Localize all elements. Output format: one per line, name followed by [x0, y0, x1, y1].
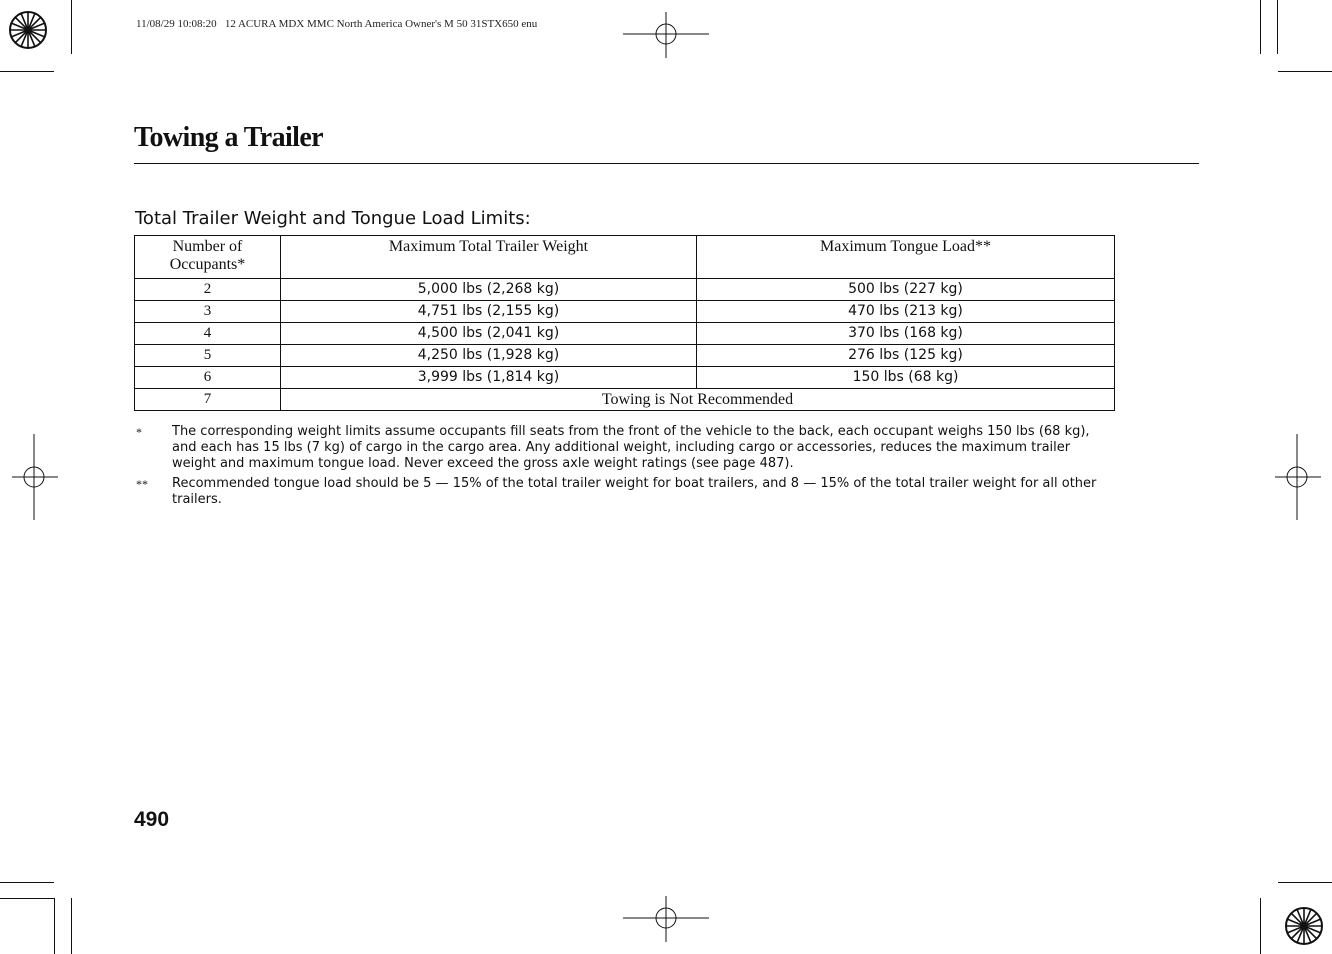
- footnotes: [136, 424, 1106, 512]
- tongue-load-cell: 500 lbs (227 kg): [697, 279, 1115, 301]
- table-row: [135, 367, 1115, 389]
- crop-mark-icon: [1278, 71, 1332, 72]
- trailer-weight-cell: 5,000 lbs (2,268 kg): [281, 279, 697, 301]
- crop-mark-icon: [0, 71, 54, 72]
- crop-mark-icon: [0, 882, 54, 883]
- trailer-weight-cell: 3,999 lbs (1,814 kg): [281, 367, 697, 389]
- trailer-weight-cell: 4,751 lbs (2,155 kg): [281, 301, 697, 323]
- section-heading: Total Trailer Weight and Tongue Load Limits:: [135, 208, 531, 229]
- occupants-cell: 5: [135, 345, 281, 367]
- table-row: [135, 323, 1115, 345]
- tongue-load-cell: 470 lbs (213 kg): [697, 301, 1115, 323]
- not-recommended-cell: Towing is Not Recommended: [281, 389, 1115, 411]
- occupants-cell: 7: [135, 389, 281, 411]
- occupants-cell: 6: [135, 367, 281, 389]
- page-number: 490: [134, 808, 170, 831]
- table-row: [135, 279, 1115, 301]
- tongue-load-cell: 370 lbs (168 kg): [697, 323, 1115, 345]
- footnote: [136, 424, 1106, 472]
- header-occupants: [135, 236, 281, 279]
- crop-mark-icon: [1277, 0, 1278, 54]
- tongue-load-cell: 276 lbs (125 kg): [697, 345, 1115, 367]
- header-occupants-line2: Occupants*: [169, 256, 246, 273]
- trailer-weight-cell: 4,250 lbs (1,928 kg): [281, 345, 697, 367]
- trailer-weight-cell: 4,500 lbs (2,041 kg): [281, 323, 697, 345]
- crop-mark-icon: [71, 0, 72, 54]
- print-info: 11/08/29 10:08:20 12 ACURA MDX MMC North America Owner's M 50 31STX650 enu: [136, 18, 538, 30]
- occupants-cell: 3: [135, 301, 281, 323]
- occupants-cell: 4: [135, 323, 281, 345]
- registration-target-icon: [1284, 906, 1324, 946]
- tongue-load-cell: 150 lbs (68 kg): [697, 367, 1115, 389]
- crosshair-mark-icon: [1275, 434, 1321, 520]
- table-header-row: [135, 236, 1115, 279]
- crop-mark-icon: [1260, 898, 1261, 954]
- table-row: [135, 301, 1115, 323]
- occupants-cell: 2: [135, 279, 281, 301]
- towing-limits-table: [134, 235, 1115, 411]
- footnote-text: Recommended tongue load should be 5 — 15% of the total trailer weight for boat trailers, and 8 — 15% of the total trailer weight for all other trailers.: [172, 476, 1097, 507]
- footnote-mark: **: [136, 477, 148, 491]
- table-row: [135, 389, 1115, 411]
- header-trailer-weight: Maximum Total Trailer Weight: [281, 236, 697, 279]
- page-title: Towing a Trailer: [134, 122, 324, 153]
- header-occupants-line1: Number of: [172, 238, 243, 255]
- footnote: [136, 476, 1106, 508]
- title-rule: [134, 163, 1199, 164]
- header-tongue-load: Maximum Tongue Load**: [697, 236, 1115, 279]
- crop-mark-icon: [54, 898, 55, 954]
- crop-mark-icon: [0, 898, 54, 899]
- crop-mark-icon: [71, 898, 72, 954]
- crosshair-mark-icon: [12, 434, 58, 520]
- table-row: [135, 345, 1115, 367]
- crop-mark-icon: [1260, 0, 1261, 54]
- footnote-text: The corresponding weight limits assume occupants fill seats from the front of the vehicle to the back, each occupant weighs 150 lbs (68 kg), and each has 15 lbs (7 kg) of cargo in the cargo area. Any additional weight, including cargo or accessories, reduces the maximum trailer weight and maximum tongue load. Never exceed the gross axle weight ratings (see page 487).: [172, 424, 1090, 471]
- crosshair-mark-icon: [623, 12, 709, 58]
- footnote-mark: *: [136, 425, 142, 439]
- crop-mark-icon: [1278, 882, 1332, 883]
- registration-target-icon: [8, 10, 48, 50]
- crosshair-mark-icon: [623, 896, 709, 942]
